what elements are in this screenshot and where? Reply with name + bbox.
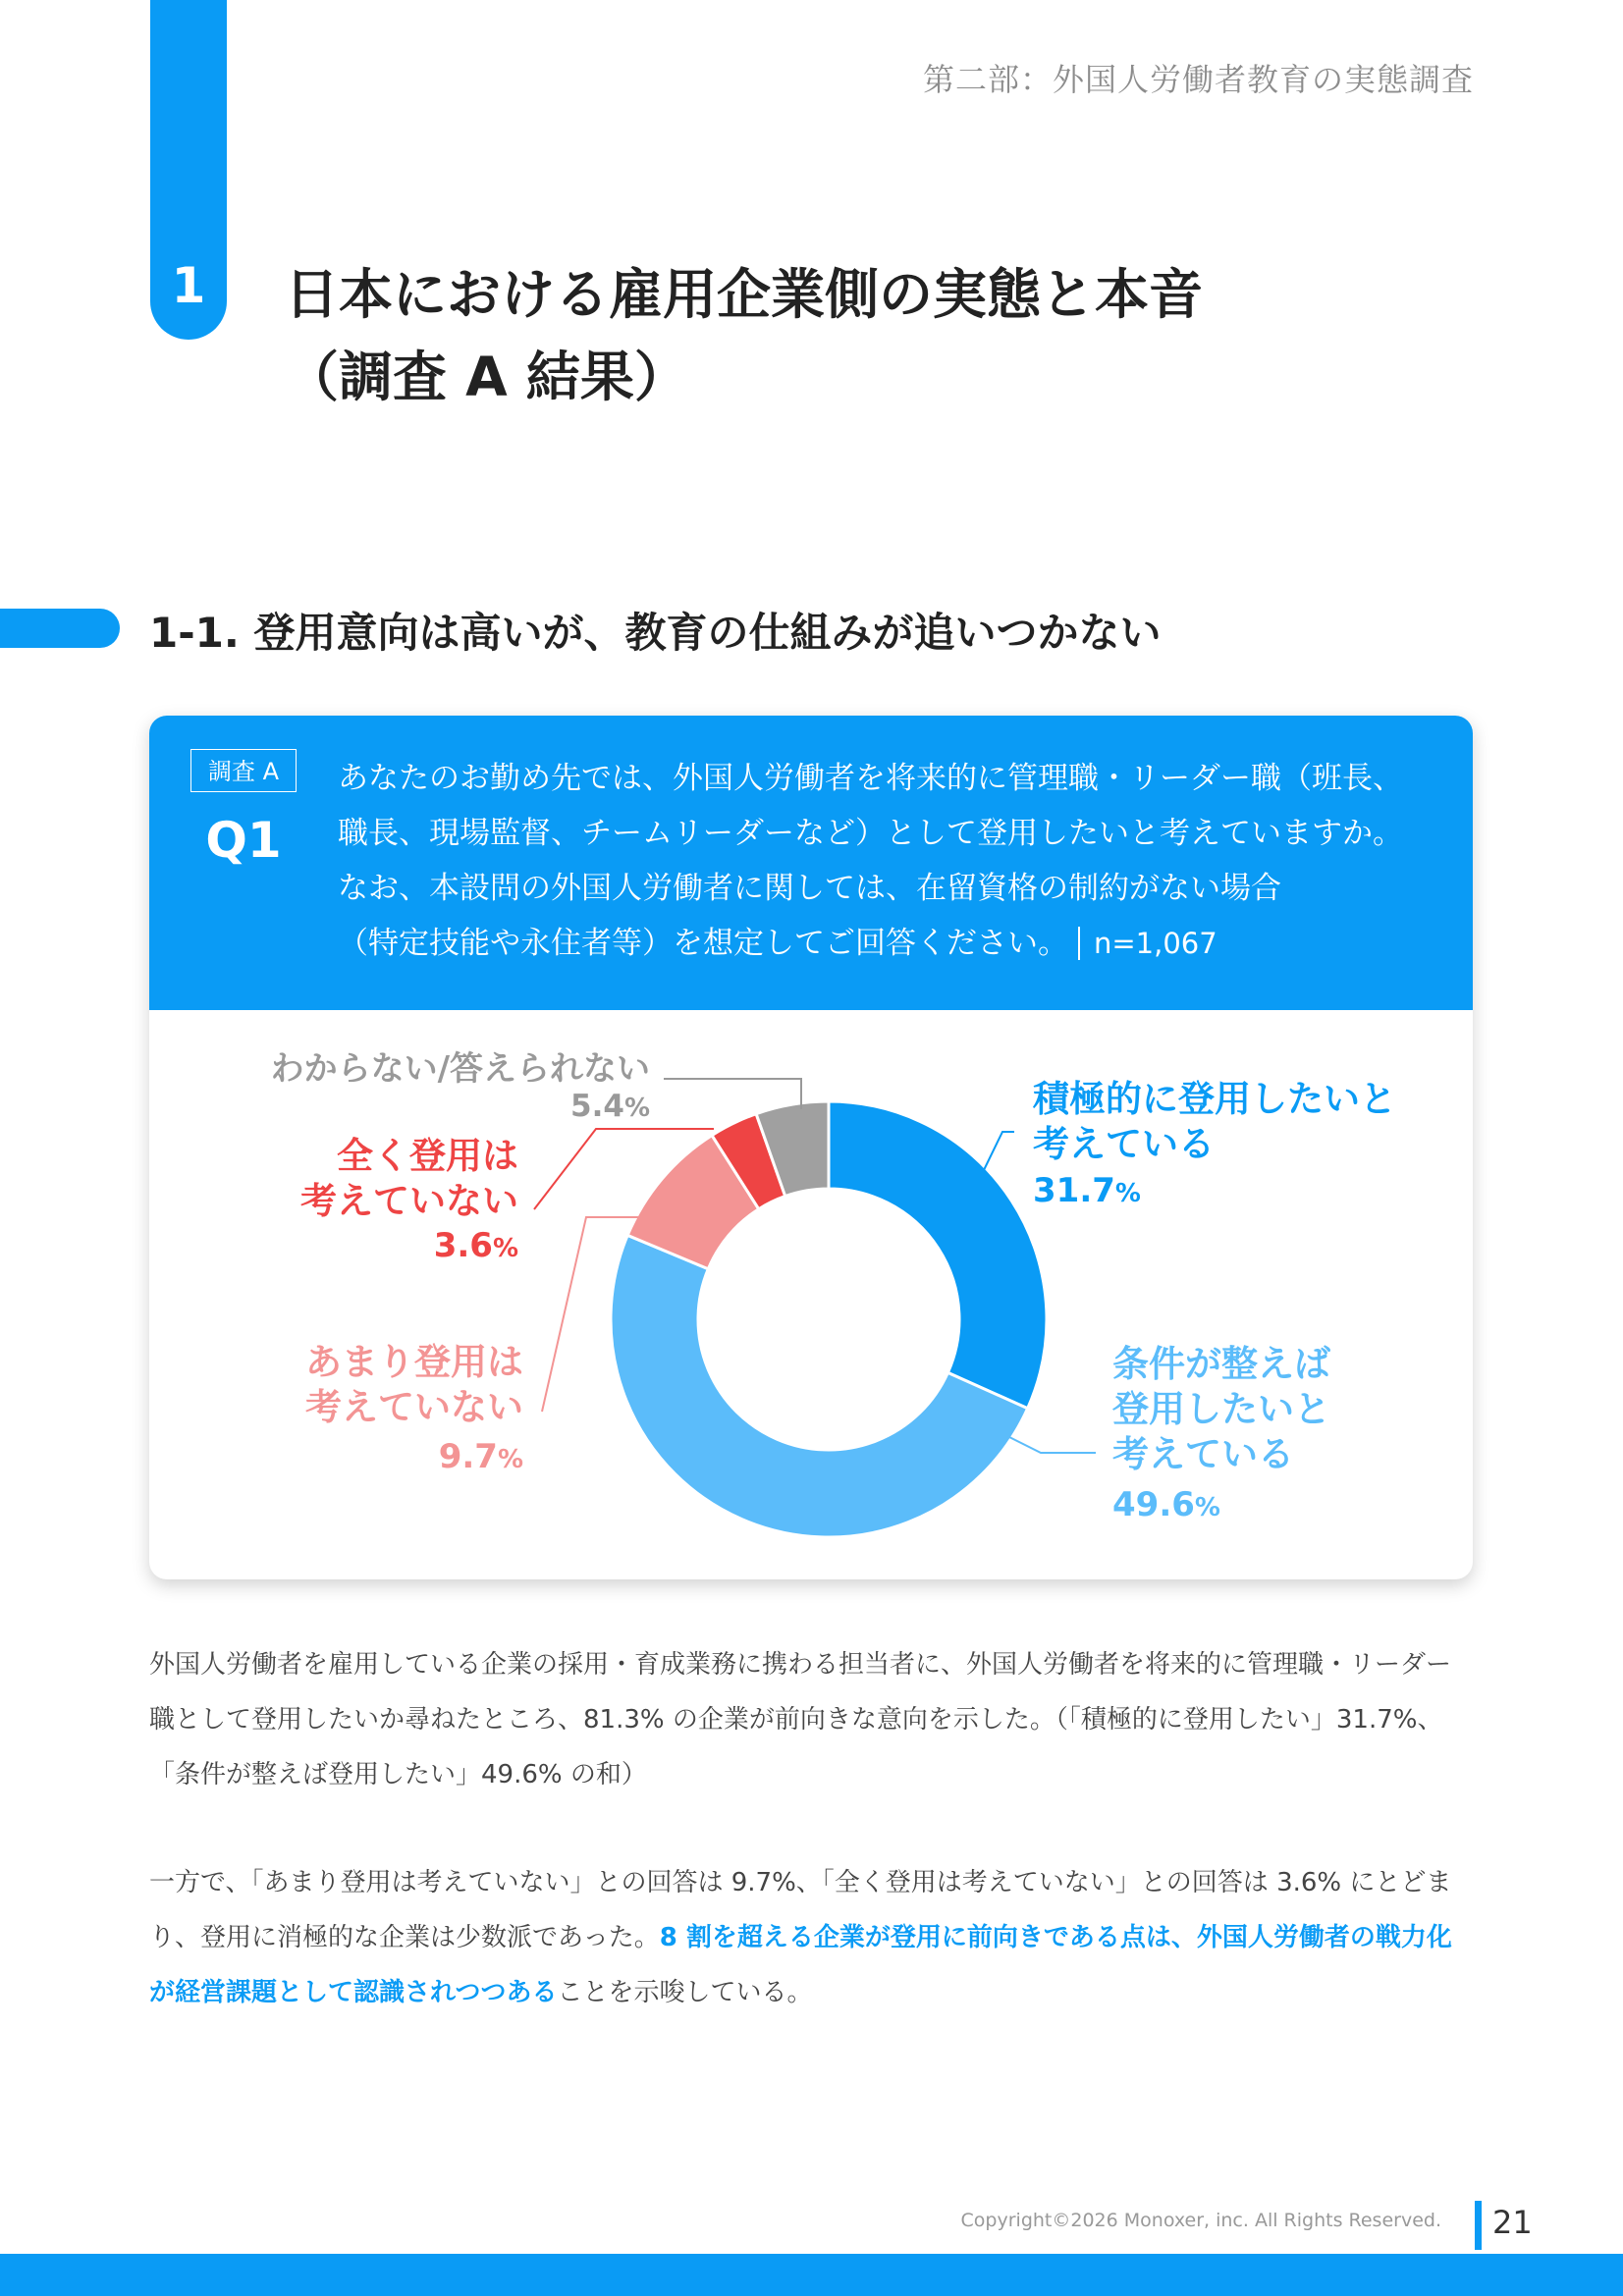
slice-label-4-line-2: 考えていない <box>300 1180 518 1222</box>
sample-size: n=1,067 <box>1078 927 1217 960</box>
donut-slices <box>611 1101 1047 1537</box>
slice-value-4: 3.6% <box>433 1226 518 1265</box>
slice-label-2-line-3: 考えている <box>1112 1433 1294 1475</box>
question-line1: あなたのお勤め先では、外国人労働者を将来的に管理職・リーダー職（班長、 <box>338 761 1403 796</box>
page-number: 21 <box>1492 2204 1533 2241</box>
page-number-marker <box>1475 2201 1482 2250</box>
section-label: 第二部：外国人労働者教育の実態調査 <box>922 61 1474 98</box>
copyright: Copyright©2026 Monoxer, inc. All Rights Reserved. <box>960 2210 1441 2231</box>
chapter-title-line2: （調査 A 結果） <box>285 346 688 408</box>
slice-value-1: 31.7% <box>1033 1171 1141 1210</box>
para2-highlight: 8 割を超える企業が登用に前向きである点は、外国人労働者の戦力化が経営課題として認識されつつある <box>149 1923 1452 2007</box>
slice-label-1-line-2: 考えている <box>1033 1123 1215 1165</box>
slice-label-3-line-1: あまり登用は <box>305 1341 523 1383</box>
slice-value-3: 9.7% <box>438 1437 523 1476</box>
donut-slice-1 <box>829 1101 1047 1409</box>
subsection-title: 1-1. 登用意向は高いが、教育の仕組みが追いつかない <box>149 609 1162 657</box>
question-line4: （特定技能や永住者等）を想定してご回答ください。 <box>338 926 1068 961</box>
question-line3: なお、本設問の外国人労働者に関しては、在留資格の制約がない場合 <box>338 871 1281 906</box>
para2-text: 一方で、「あまり登用は考えていない」との回答は 9.7%、「全く登用は考えていない」との回答は 3.6% にとどまり、登用に消極的な企業は少数派であった。 <box>149 1868 1452 1952</box>
body-paragraph-1: 外国人労働者を雇用している企業の採用・育成業務に携わる担当者に、外国人労働者を将来的に管理職・リーダー職として登用したいか尋ねたところ、81.3% の企業が前向きな意向を示した。（「積極的に登用したい」31.7%、「条件が整えば登用したい」49.6% の和） <box>149 1650 1452 1789</box>
leader-line-1 <box>984 1132 1014 1170</box>
question-line2: 職長、現場監督、チームリーダーなど）として登用したいと考えていますか。 <box>338 816 1403 851</box>
slice-value-2: 49.6% <box>1112 1485 1220 1524</box>
chapter-number: 1 <box>171 257 206 314</box>
slice-label-4-line-1: 全く登用は <box>337 1135 518 1177</box>
slice-label-2-line-2: 登用したいと <box>1112 1388 1330 1430</box>
question-label: Q1 <box>205 812 282 869</box>
leader-line-2 <box>1007 1436 1096 1453</box>
slice-label-3-line-2: 考えていない <box>305 1386 523 1428</box>
bottom-bar <box>0 2254 1623 2296</box>
slice-label-5-line-1: わからない/答えられない <box>270 1049 650 1089</box>
para2-text-end: ことを示唆している。 <box>557 1978 813 2007</box>
survey-tag: 調査 A <box>190 749 297 792</box>
chapter-title-line1: 日本における雇用企業側の実態と本音 <box>285 263 1204 326</box>
slice-label-1-line-1: 積極的に登用したいと <box>1033 1078 1396 1120</box>
leader-line-5 <box>664 1079 801 1109</box>
slice-value-5: 5.4% <box>570 1089 650 1124</box>
slice-label-2-line-1: 条件が整えば <box>1112 1343 1330 1385</box>
body-paragraph-2 <box>149 1855 1475 2020</box>
